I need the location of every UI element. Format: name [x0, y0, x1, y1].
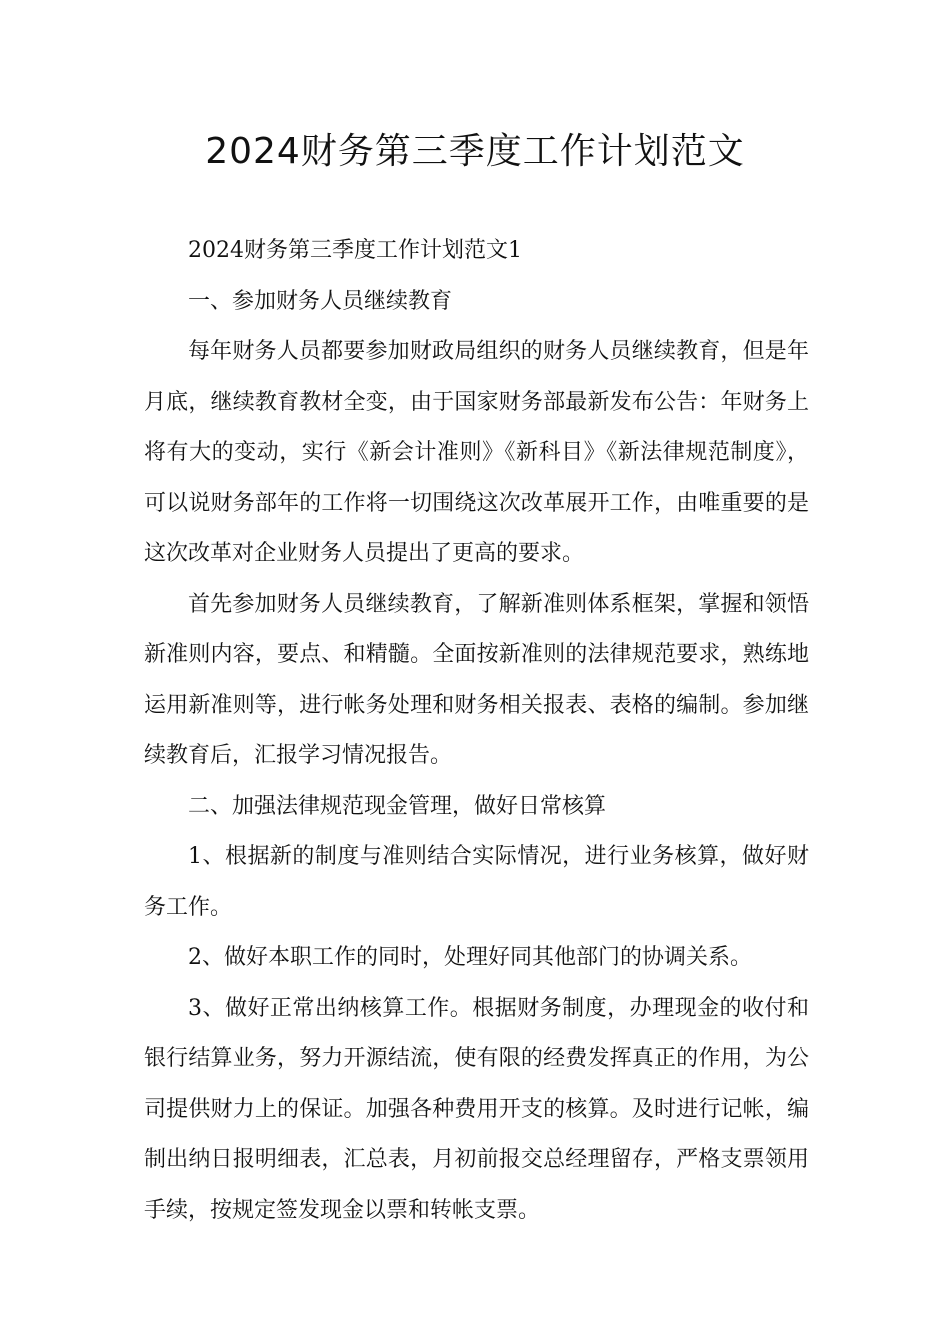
section-heading-1: 一、参加财务人员继续教育 [188, 288, 453, 314]
list-item-1: 1、根据新的制度与准则结合实际情况，进行业务核算，做好财务工作。 [144, 844, 809, 920]
list-item-3: 3、做好正常出纳核算工作。根据财务制度，办理现金的收付和银行结算业务，努力开源结流，使有限的经费发挥真正的作用，为公司提供财力上的保证。加强各种费用开支的核算。及时进行记帐，编制出纳日报明细表，汇总表，月初前报交总经理留存，严格支票领用手续，按规定签发现金以票和转帐支票。 [144, 995, 809, 1223]
list-item-2: 2、做好本职工作的同时，处理好同其他部门的协调关系。 [188, 945, 752, 970]
document-body [144, 226, 809, 1236]
section-heading-2: 二、加强法律规范现金管理，做好日常核算 [188, 793, 607, 819]
body-paragraph: 每年财务人员都要参加财政局组织的财务人员继续教育，但是年月底，继续教育教材全变，由于国家财务部最新发布公告：年财务上将有大的变动，实行《新会计准则》《新科目》《新法律规范制度》，可以说财务部年的工作将一切围绕这次改革展开工作，由唯重要的是这次改革对企业财务人员提出了更高的要求。 [144, 339, 809, 566]
document-title: 2024财务第三季度工作计划范文 [205, 131, 745, 172]
body-paragraph: 首先参加财务人员继续教育，了解新准则体系框架，掌握和领悟新准则内容，要点、和精髓。全面按新准则的法律规范要求，熟练地运用新准则等，进行帐务处理和财务相关报表、表格的编制。参加继续教育后，汇报学习情况报告。 [144, 591, 809, 768]
subtitle-paragraph: 2024财务第三季度工作计划范文1 [188, 238, 522, 263]
